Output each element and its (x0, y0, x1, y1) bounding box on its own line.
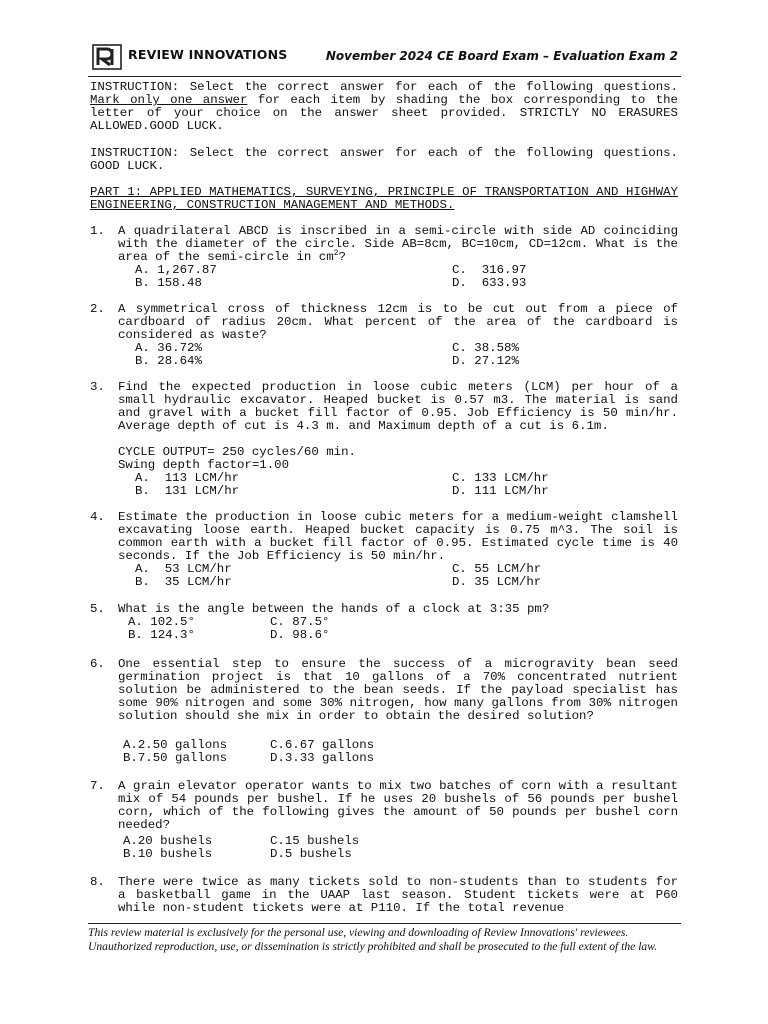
option-d: D. 633.93 (452, 276, 527, 290)
page-header (90, 44, 680, 74)
question-number: 8. (90, 875, 105, 889)
copyright-notice: This review material is exclusively for the personal use, viewing and downloading of Review Innovations' reviewees. Unauthorized reproduction, use, or dissemination is strictly prohibited and shall be prosecuted to the full extent of the law. (88, 926, 658, 953)
option-c: C. 87.5° (270, 615, 330, 629)
option-b: B. 158.48 (135, 276, 202, 290)
header-divider (88, 76, 681, 77)
option-b: B.10 bushels (123, 847, 213, 861)
question-text-body: A quadrilateral ABCD is inscribed in a semi-circle with side AD coinciding with the diameter of the circle. Side AB=8cm, BC=10cm, CD=12cm. What is the area of the semi-circle in cm (118, 224, 678, 265)
option-d: D.5 bushels (270, 847, 352, 861)
option-b: B.7.50 gallons (123, 751, 228, 765)
option-b: B. 28.64% (135, 354, 202, 368)
question-text: What is the angle between the hands of a clock at 3:35 pm? (118, 602, 550, 616)
footer-divider (88, 923, 681, 924)
instruction-text-a: INSTRUCTION: Select the correct answer for each of the following questions. (90, 80, 678, 94)
option-c: C. 316.97 (452, 263, 527, 277)
question-text: Find the expected production in loose cubic meters (LCM) per hour of a small hydraulic excavator. Heaped bucket is 0.57 m3. The material is sand and gravel with a bucket fill factor of 0.95. Job Efficiency is 50 min/hr. Average depth of cut is 4.3 m. and Maximum depth of a cut is 6.1m. (118, 380, 678, 434)
question-text (118, 225, 678, 264)
option-d: D.3.33 gallons (270, 751, 375, 765)
option-d: D. 27.12% (452, 354, 519, 368)
option-c: C.15 bushels (270, 834, 360, 848)
question-text-tail: ? (338, 250, 346, 265)
question-text: A symmetrical cross of thickness 12cm is to be cut out from a piece of cardboard of radius 20cm. What percent of the area of the cardboard is considered as waste? (118, 302, 678, 343)
option-b: B. 124.3° (128, 628, 195, 642)
option-a: A.20 bushels (123, 834, 213, 848)
swing-depth-line: Swing depth factor=1.00 (118, 458, 290, 472)
option-b: B. 35 LCM/hr (135, 575, 232, 589)
option-c: C. 133 LCM/hr (452, 471, 549, 485)
question-number: 4. (90, 510, 105, 524)
cycle-output-line: CYCLE OUTPUT= 250 cycles/60 min. (118, 445, 356, 459)
option-b: B. 131 LCM/hr (135, 484, 240, 498)
option-a: A. 53 LCM/hr (135, 562, 232, 576)
question-text: A grain elevator operator wants to mix two batches of corn with a resultant mix of 54 pounds per bushel. If he uses 20 bushels of 56 pounds per bushel corn, which of the following gives the amount of 50 pounds per bushel corn needed? (118, 779, 678, 833)
question-number: 5. (90, 602, 105, 616)
option-d: D. 35 LCM/hr (452, 575, 542, 589)
option-c: C.6.67 gallons (270, 738, 375, 752)
superscript: 2 (333, 249, 339, 259)
option-a: A. 102.5° (128, 615, 195, 629)
option-a: A. 1,267.87 (135, 263, 217, 277)
option-a: A. 36.72% (135, 341, 202, 355)
option-c: C. 55 LCM/hr (452, 562, 542, 576)
review-innovations-logo-icon (92, 44, 122, 70)
question-number: 3. (90, 380, 105, 394)
instruction-secondary: INSTRUCTION: Select the correct answer for each of the following questions. GOOD LUCK. (90, 146, 678, 174)
instruction-primary (90, 81, 678, 133)
question-text: One essential step to ensure the success of a microgravity bean seed germination project is that 10 gallons of a 70% concentrated nutrient solution be administered to the bean seeds. If the payload specialist has some 90% nitrogen and some 30% nitrogen, how many gallons from 30% nitrogen solution should she mix in order to obtain the desired solution? (118, 657, 678, 724)
option-a: A.2.50 gallons (123, 738, 228, 752)
option-d: D. 98.6° (270, 628, 330, 642)
option-a: A. 113 LCM/hr (135, 471, 240, 485)
part-heading: PART 1: APPLIED MATHEMATICS, SURVEYING, PRINCIPLE OF TRANSPORTATION AND HIGHWAY ENGINEERING, CONSTRUCTION MANAGEMENT AND METHODS. (90, 185, 678, 213)
question-number: 2. (90, 302, 105, 316)
option-d: D. 111 LCM/hr (452, 484, 549, 498)
instruction-text-b: for each item by shading the box corresponding to the letter of your choice on the answer sheet provided. STRICTLY NO ERASURES ALLOWED.GOOD LUCK. (90, 93, 678, 134)
brand-name: REVIEW INNOVATIONS (128, 47, 288, 62)
exam-title: November 2024 CE Board Exam – Evaluation Exam 2 (325, 49, 678, 63)
instruction-emphasis: Mark only one answer (90, 93, 248, 108)
question-text: There were twice as many tickets sold to non-students than to students for a basketball game in the UAAP last season. Student tickets were at P60 while non-student tickets were at P110. If the total revenue (118, 875, 678, 916)
question-number: 1. (90, 224, 105, 238)
question-number: 7. (90, 779, 105, 793)
question-text: Estimate the production in loose cubic meters for a medium-weight clamshell excavating loose earth. Heaped bucket capacity is 0.75 m^3. The soil is common earth with a bucket fill factor of 0.95. Estimated cycle time is 40 seconds. If the Job Efficiency is 50 min/hr. (118, 510, 678, 564)
question-number: 6. (90, 657, 105, 671)
option-c: C. 38.58% (452, 341, 519, 355)
